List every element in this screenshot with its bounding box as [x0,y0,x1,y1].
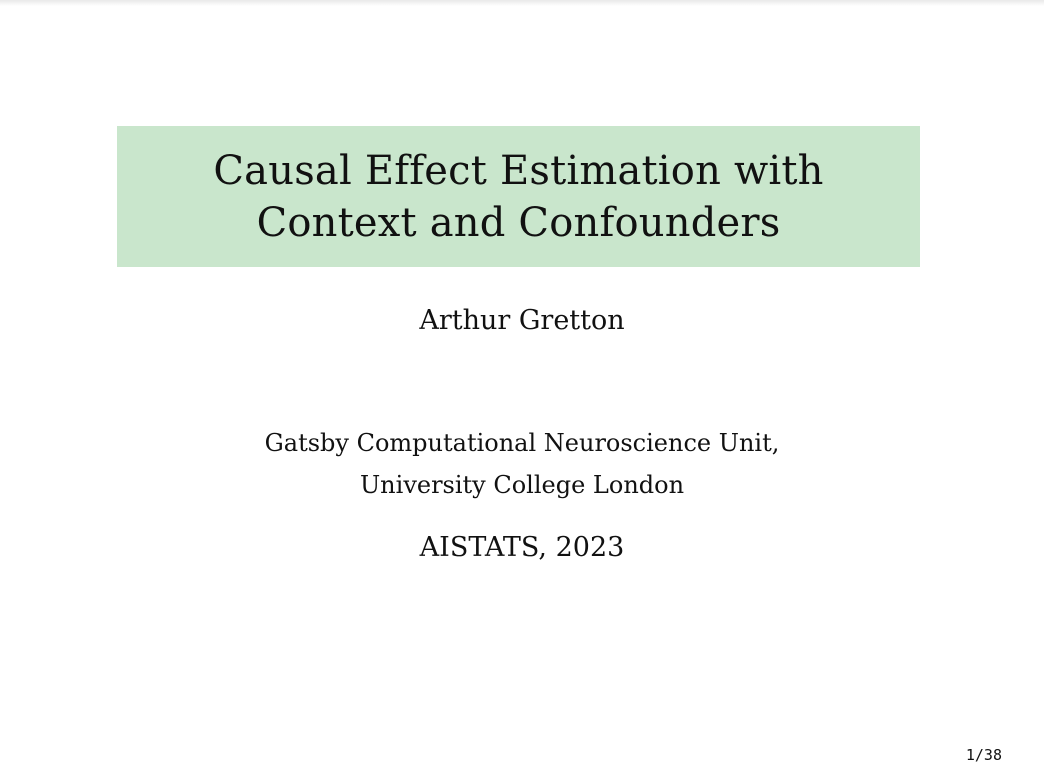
affiliation-line-2: University College London [359,471,685,499]
title-box [117,126,920,267]
venue-year: AISTATS, 2023 [419,532,625,563]
affiliation-line-1: Gatsby Computational Neuroscience Unit, [264,429,780,457]
title-line-1: Causal Effect Estimation with [213,147,824,194]
title-line-2: Context and Confounders [256,199,781,246]
author-name: Arthur Gretton [419,305,625,336]
page-number: 1/38 [965,746,1002,764]
affiliation [0,422,1044,506]
